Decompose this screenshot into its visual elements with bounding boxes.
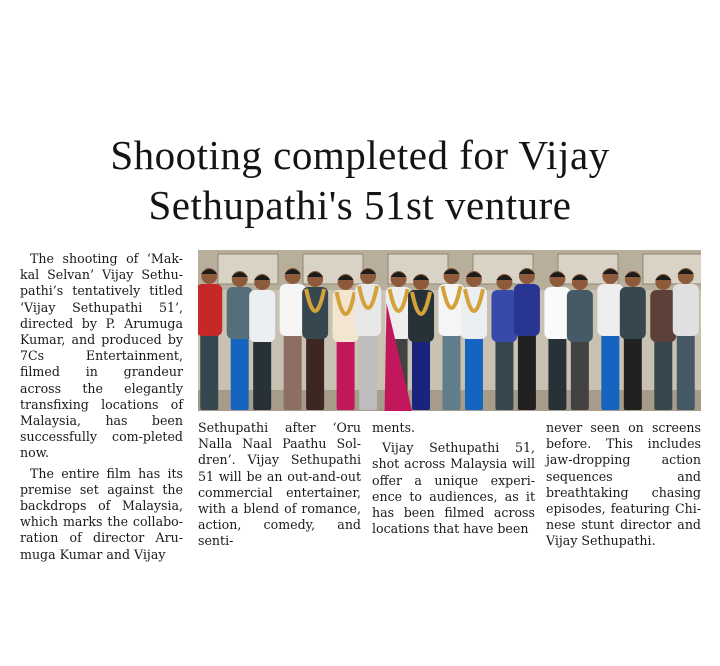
person-legs xyxy=(359,332,377,410)
person-legs xyxy=(200,332,218,410)
person-legs xyxy=(306,335,324,410)
person-torso xyxy=(650,290,676,342)
paragraph: ments. xyxy=(372,420,416,435)
article-column-1 xyxy=(20,251,183,563)
article-column-2 xyxy=(198,420,361,550)
article-column-3 xyxy=(372,420,535,537)
headline-line-2: Sethupathi's 51st venture xyxy=(148,182,572,228)
person-legs xyxy=(571,338,589,410)
person-legs xyxy=(518,332,536,410)
person-legs xyxy=(337,338,355,410)
person-legs xyxy=(677,332,695,410)
person-torso xyxy=(620,287,646,339)
article-column-4 xyxy=(546,420,701,550)
group-photo xyxy=(198,250,701,411)
person-legs xyxy=(548,335,566,410)
paragraph: Sethupathi after ‘Oru Nalla Naal Paathu Sol-dren’. Vijay Sethupathi 51 will be an out-and-out commercial entertainer, with a blend of romance, action, comedy, and senti- xyxy=(198,420,361,549)
headline xyxy=(20,130,700,230)
person-legs xyxy=(495,338,513,410)
headline-line-1: Shooting completed for Vijay xyxy=(110,132,610,178)
person-torso xyxy=(673,284,699,336)
person-torso xyxy=(597,284,623,336)
paragraph: The shooting of ‘Mak-kal Selvan’ Vijay Sethu-pathi’s tentatively titled ‘Vijay Sethupathi 51’, directed by P. Arumuga Kumar, and produced by 7Cs Entertainment, filmed in grandeur across the elegantly transfixing locations of Malaysia, has been successfully com-pleted now. xyxy=(20,251,183,461)
person-legs xyxy=(443,332,461,410)
person-torso xyxy=(249,290,275,342)
paragraph: The entire film has its premise set against the backdrops of Malaysia, which marks the collabo-ration of director Aru-muga Kumar and Vijay xyxy=(20,465,183,562)
person-legs xyxy=(624,335,642,410)
paragraph: Vijay Sethupathi 51, shot across Malaysia will offer a unique experi-ence to audiences, as it has been filmed across locations that have been xyxy=(372,440,535,537)
group-photo-illustration xyxy=(198,250,701,411)
person-torso xyxy=(491,290,517,342)
paragraph: never seen on screens before. This includes jaw-dropping action sequences and breathtaking chasing episodes, featuring Chi-nese stunt director and Vijay Sethupathi. xyxy=(546,420,701,549)
person-torso xyxy=(280,284,306,336)
person-torso xyxy=(544,287,570,339)
person-legs xyxy=(465,335,483,410)
person-legs xyxy=(284,332,302,410)
person-torso xyxy=(514,284,540,336)
person-legs xyxy=(253,338,271,410)
person-legs xyxy=(231,335,249,410)
person-torso xyxy=(227,287,253,339)
person-legs xyxy=(654,338,672,410)
person-torso xyxy=(567,290,593,342)
person-legs xyxy=(601,332,619,410)
person-torso xyxy=(198,284,222,336)
person-legs xyxy=(412,338,430,410)
